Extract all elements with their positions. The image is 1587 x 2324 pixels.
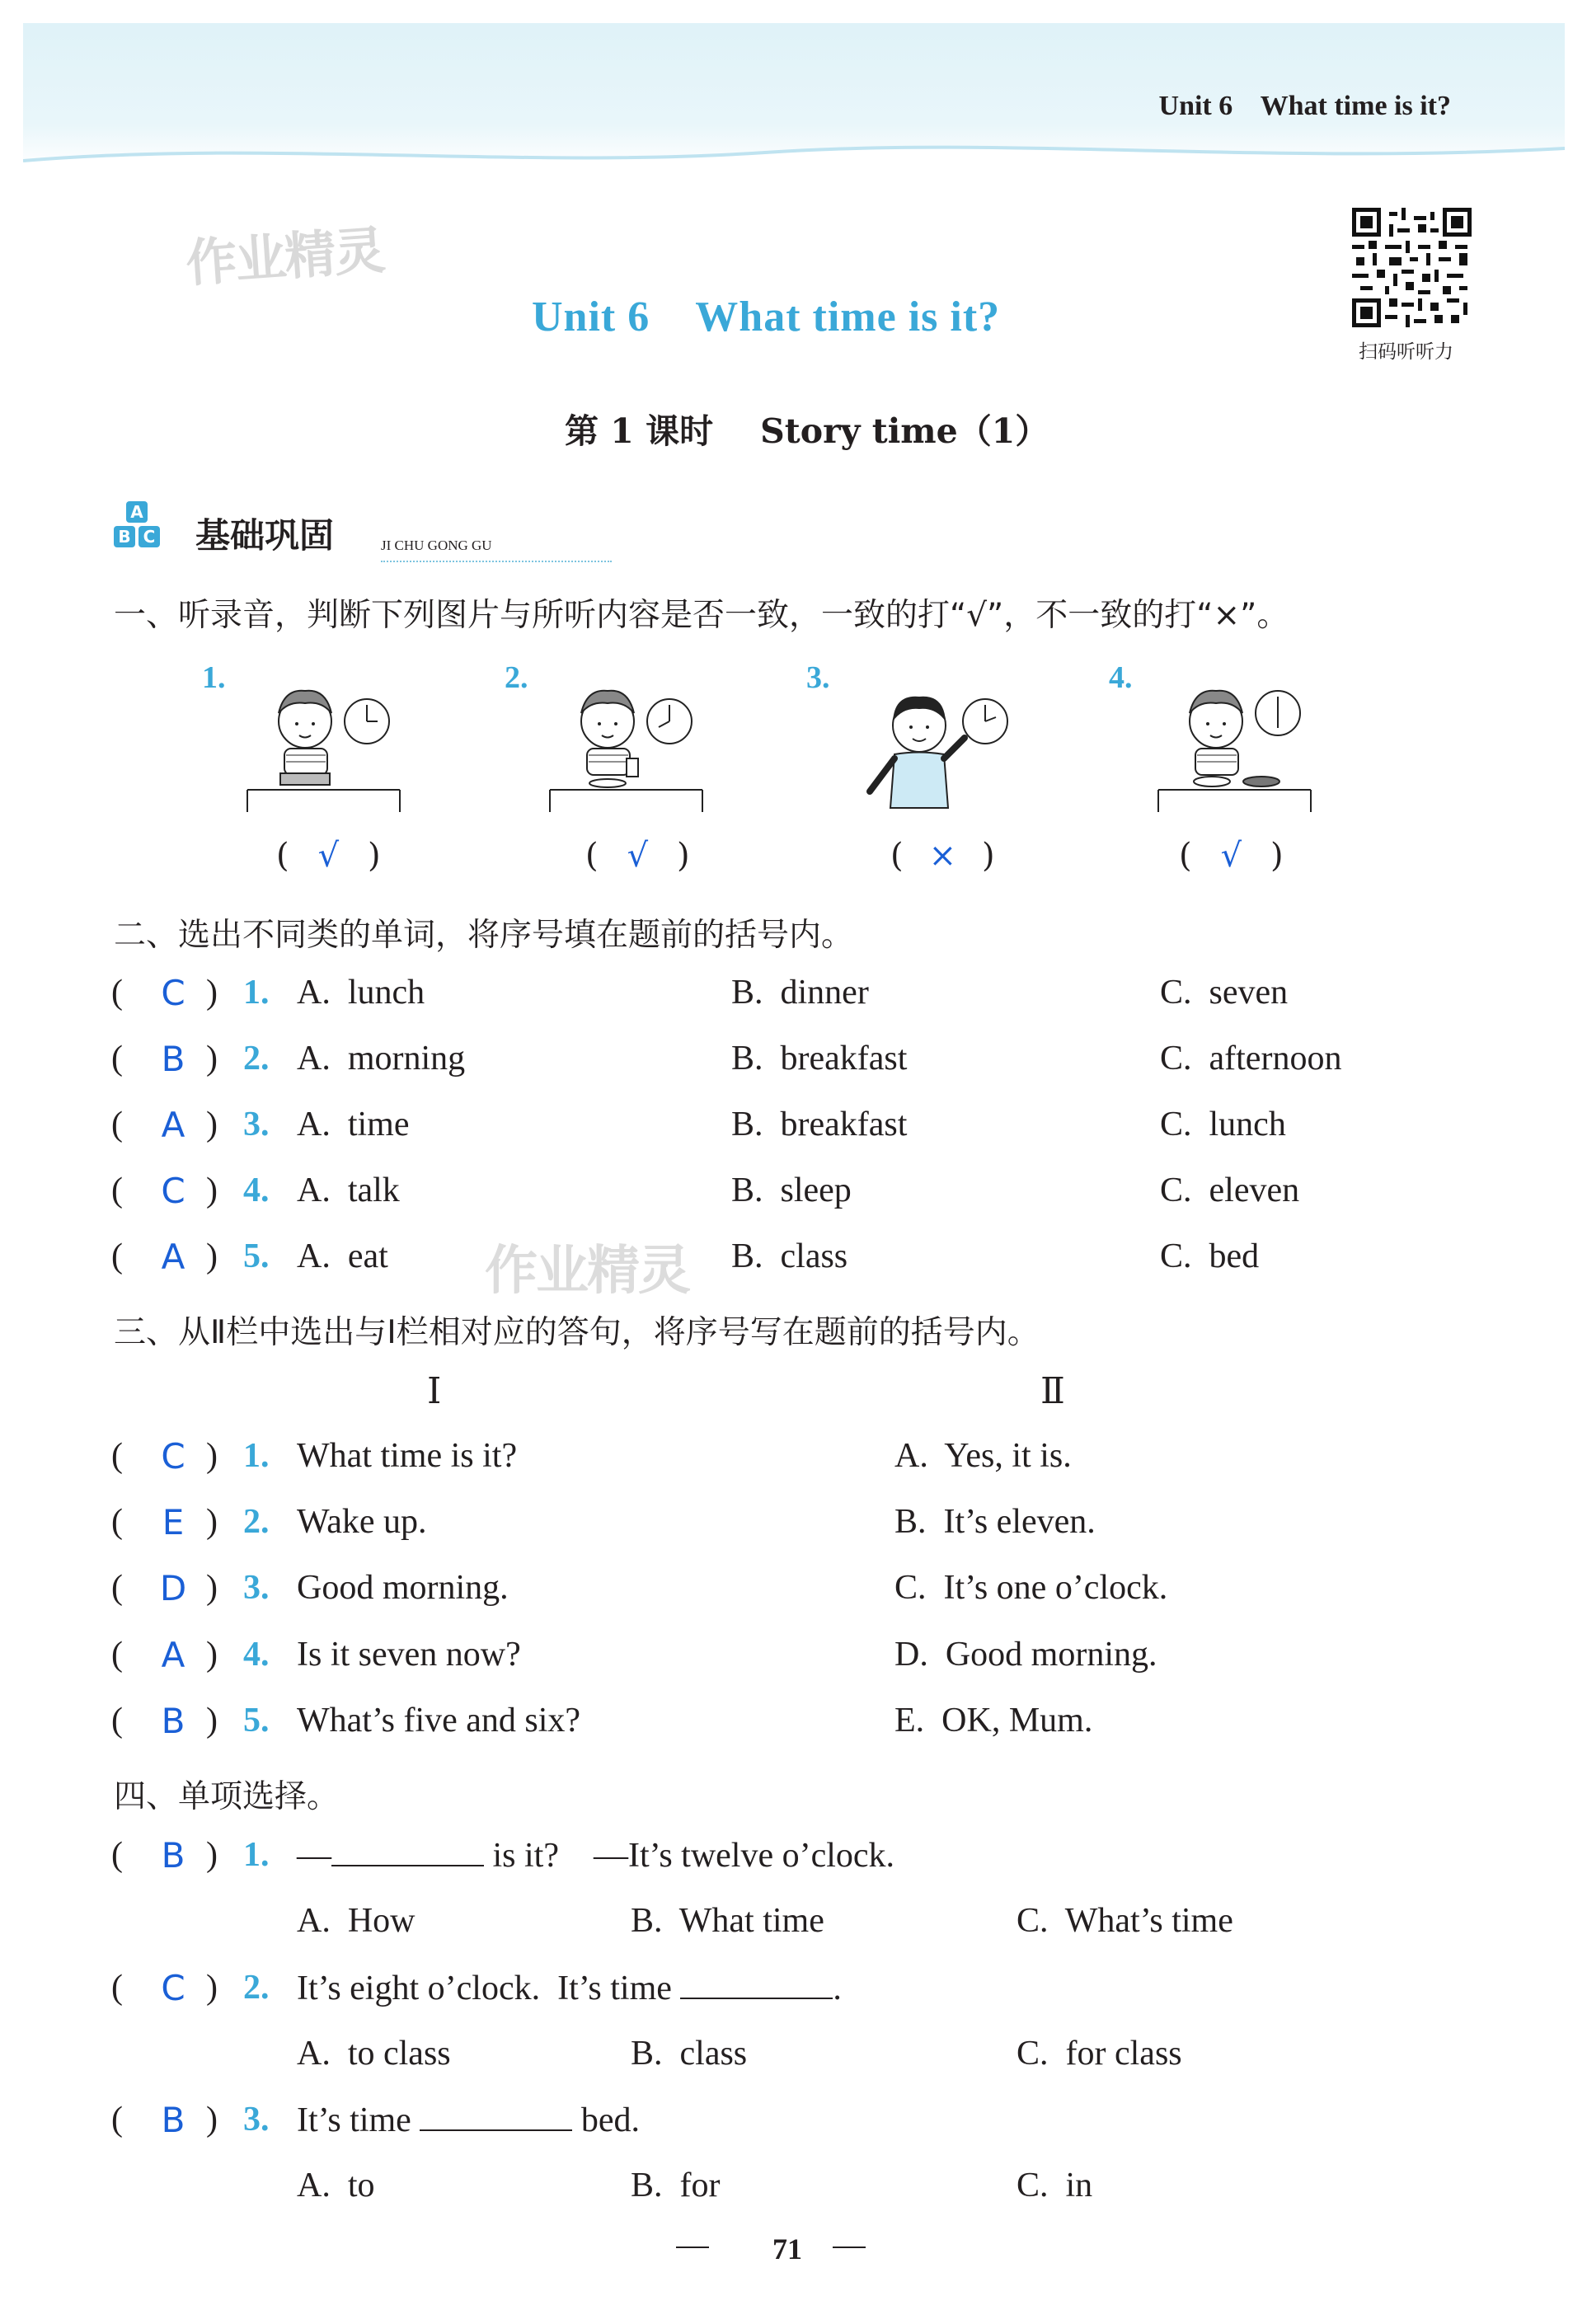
q1-heading: 一、听录音，判断下列图片与所听内容是否一致，一致的打“√”，不一致的打“×”。 <box>114 597 1289 634</box>
option-c: C. What’s time <box>1017 1902 1233 1940</box>
item-number: 3. <box>243 1569 270 1607</box>
question-stem <box>297 1968 842 2008</box>
answer-blank <box>331 1835 484 1866</box>
unit-title: Unit 6 What time is it? <box>532 293 1001 340</box>
answer: B <box>161 1701 185 1741</box>
question: What time is it? <box>297 1437 518 1475</box>
boy-drinking-picture <box>546 676 711 816</box>
boy-eating-dinner-picture <box>1154 676 1319 816</box>
stem-text: It’s time <box>297 2101 420 2139</box>
answer: C <box>161 1968 185 2008</box>
q3-heading: 三、从Ⅱ栏中选出与Ⅰ栏相对应的答句，将序号写在题前的括号内。 <box>114 1314 1040 1351</box>
q1-answer: ( √ ) <box>585 837 690 875</box>
option-b: B. What time <box>631 1902 824 1940</box>
response-option: E. OK, Mum. <box>894 1702 1093 1739</box>
answer: D <box>159 1568 187 1608</box>
item-number: 5. <box>243 1237 270 1275</box>
q2-heading: 二、选出不同类的单词，将序号填在题前的括号内。 <box>114 917 854 954</box>
section-subtitle: JI CHU GONG GU <box>381 538 492 553</box>
column-label-i: Ⅰ <box>427 1370 442 1412</box>
response-option: D. Good morning. <box>894 1636 1157 1674</box>
option-a: A. eat <box>297 1237 388 1275</box>
stem-text: bed. <box>572 2101 640 2139</box>
page-number: 71 <box>772 2232 802 2265</box>
q1-answer: ( √ ) <box>276 837 381 875</box>
option-a: A. to <box>297 2167 375 2204</box>
item-number: 5. <box>243 1702 270 1739</box>
answer: B <box>161 1835 185 1876</box>
response-option: A. Yes, it is. <box>894 1437 1072 1475</box>
item-number: 1. <box>243 974 270 1012</box>
option-a: A. How <box>297 1902 416 1940</box>
option-c: C. seven <box>1160 974 1289 1012</box>
q1-answer-mark: √ <box>317 837 340 875</box>
option-b: B. breakfast <box>731 1040 908 1077</box>
stem-text: is it? —It’s twelve o’clock. <box>484 1837 895 1875</box>
q1-answer-mark: √ <box>1220 837 1242 875</box>
stem-text: It’s eight o’clock. It’s time <box>297 1970 681 2007</box>
option-a: A. time <box>297 1106 410 1143</box>
stem-text: . <box>833 1970 842 2007</box>
answer: C <box>161 973 185 1013</box>
question: Wake up. <box>297 1503 427 1541</box>
answer: A <box>161 1635 185 1675</box>
item-number: 2. <box>243 1040 270 1077</box>
q1-item-number: 1. <box>202 660 226 695</box>
answer-blank <box>680 1968 833 1999</box>
option-b: B. sleep <box>731 1171 852 1209</box>
option-c: C. in <box>1017 2167 1093 2204</box>
option-c: C. afternoon <box>1160 1040 1342 1077</box>
option-b: B. class <box>631 2035 748 2073</box>
item-number: 2. <box>243 1969 270 2007</box>
option-a: A. lunch <box>297 974 425 1012</box>
answer: C <box>161 1436 185 1477</box>
item-number: 4. <box>243 1636 270 1674</box>
option-b: B. breakfast <box>731 1106 908 1143</box>
item-number: 1. <box>243 1437 270 1475</box>
option-c: C. lunch <box>1160 1106 1286 1143</box>
option-b: B. class <box>731 1237 848 1275</box>
answer: A <box>161 1237 185 1277</box>
page-number-dash <box>833 2247 866 2248</box>
section-divider <box>381 561 612 562</box>
answer: E <box>162 1502 185 1542</box>
q1-item-number: 2. <box>505 660 528 695</box>
option-a: A. to class <box>297 2035 451 2073</box>
q1-item-number: 3. <box>806 660 830 695</box>
answer-blank <box>420 2100 572 2131</box>
option-a: A. morning <box>297 1040 466 1077</box>
option-b: B. for <box>631 2167 721 2204</box>
section-title: 基础巩固 <box>195 515 335 556</box>
qr-code-icon[interactable] <box>1352 208 1472 327</box>
badge-letter-a: A <box>126 501 148 523</box>
q1-item-number: 4. <box>1109 660 1133 695</box>
header-wave <box>23 132 1565 173</box>
answer: C <box>161 1171 185 1211</box>
option-b: B. dinner <box>731 974 869 1012</box>
option-c: C. bed <box>1160 1237 1260 1275</box>
q1-answer: ( √ ) <box>1179 837 1284 875</box>
item-number: 1. <box>243 1836 270 1874</box>
badge-letter-b: B <box>114 526 135 547</box>
watermark: 作业精灵 <box>485 1241 689 1302</box>
answer: A <box>161 1105 185 1145</box>
stem-text: — <box>297 1837 331 1875</box>
item-number: 3. <box>243 1106 270 1143</box>
column-label-ii: Ⅱ <box>1040 1370 1065 1412</box>
question-stem <box>297 1835 894 1876</box>
option-c: C. for class <box>1017 2035 1182 2073</box>
answer: B <box>161 2100 185 2140</box>
boy-eating-breakfast-picture <box>243 676 408 816</box>
question: What’s five and six? <box>297 1702 581 1739</box>
watermark: 作业精灵 <box>184 219 386 294</box>
item-number: 4. <box>243 1171 270 1209</box>
running-title: Unit 6 What time is it? <box>1158 91 1451 121</box>
q4-heading: 四、单项选择。 <box>114 1778 340 1815</box>
response-option: B. It’s eleven. <box>894 1503 1096 1541</box>
question: Good morning. <box>297 1569 509 1607</box>
item-number: 2. <box>243 1503 270 1541</box>
boy-pointing-clock-picture <box>853 676 1018 816</box>
question-stem <box>297 2100 640 2140</box>
lesson-title: 第 1 课时 Story time（1） <box>565 411 1049 451</box>
page-number-dash <box>676 2247 709 2248</box>
qr-caption: 扫码听听力 <box>1359 341 1453 363</box>
option-a: A. talk <box>297 1171 400 1209</box>
q1-answer-mark: √ <box>627 837 649 875</box>
q1-answer: ( × ) <box>890 837 995 875</box>
option-c: C. eleven <box>1160 1171 1300 1209</box>
question: Is it seven now? <box>297 1636 521 1674</box>
item-number: 3. <box>243 2101 270 2139</box>
q1-answer-mark: × <box>928 837 957 875</box>
answer: B <box>161 1039 185 1079</box>
response-option: C. It’s one o’clock. <box>894 1569 1168 1607</box>
badge-letter-c: C <box>139 526 160 547</box>
